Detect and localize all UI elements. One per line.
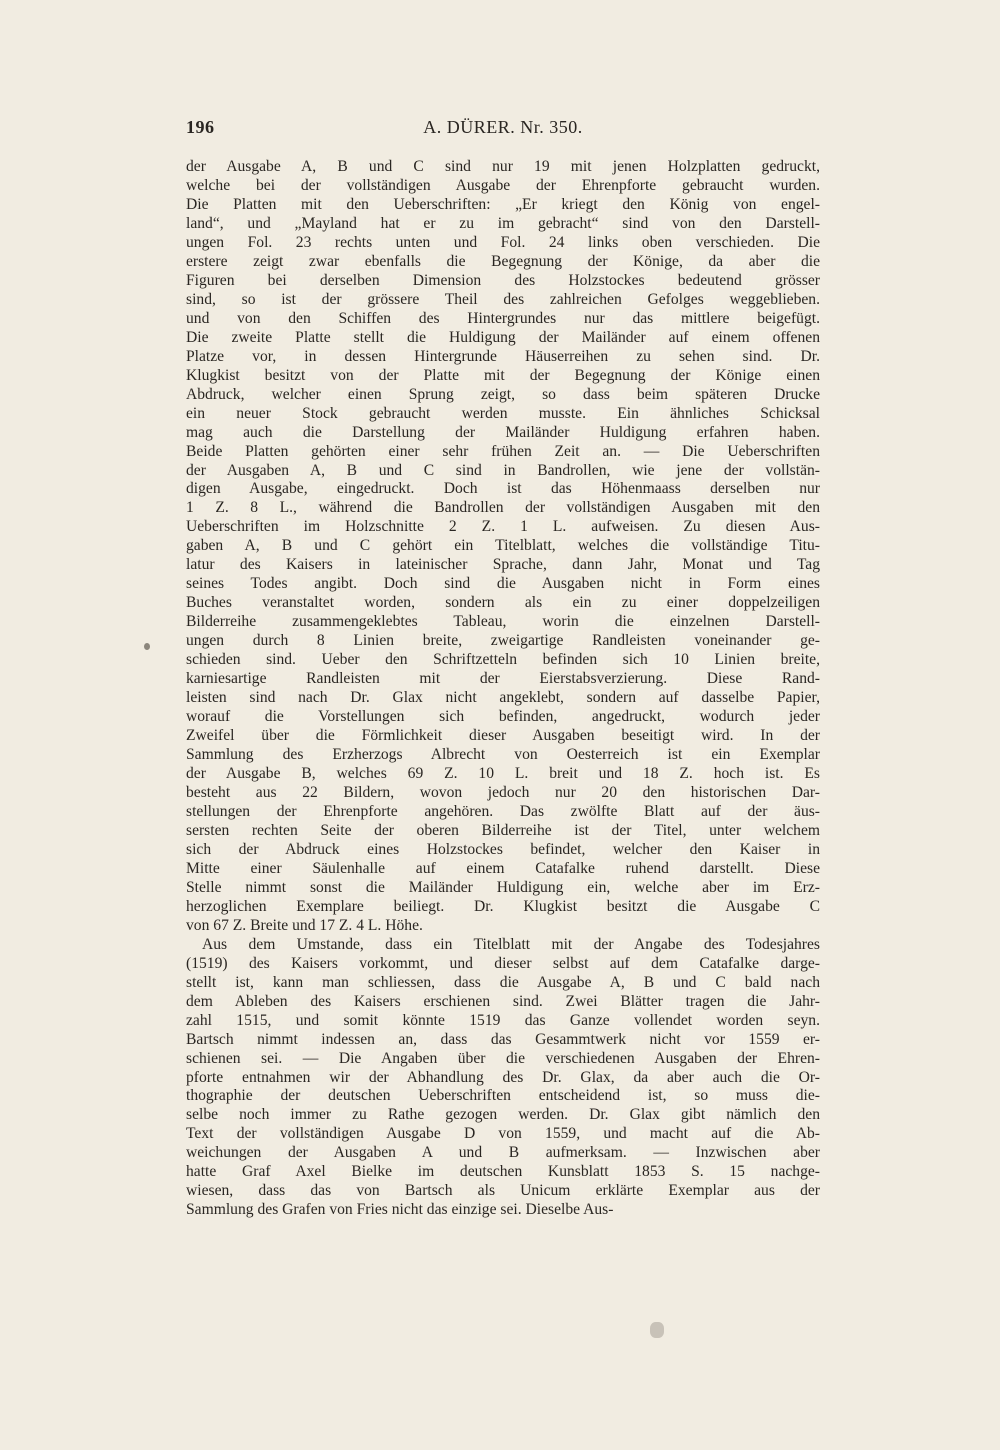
text-line: Text der vollständigen Ausgabe D von 1559, und macht auf die Ab-: [186, 1125, 820, 1143]
text-line: selbe noch immer zu Rathe gezogen werden. Dr. Glax gibt nämlich den: [186, 1106, 820, 1124]
text-line: stellungen der Ehrenpforte angehören. Das zwölfte Blatt auf der äus-: [186, 802, 820, 820]
margin-mark: [144, 643, 150, 650]
text-line: Sammlung des Erzherzogs Albrecht von Oesterreich ist ein Exemplar: [186, 746, 820, 764]
text-line: digen Ausgabe, eingedruckt. Doch ist das Höhenmaass derselben nur: [186, 480, 820, 498]
text-line: herzoglichen Exemplare beiliegt. Dr. Klugkist besitzt die Ausgabe C: [186, 897, 820, 915]
text-line: Aus dem Umstande, dass ein Titelblatt mit der Angabe des Todesjahres: [202, 935, 820, 953]
text-line: Buches veranstaltet worden, sondern als ein zu einer doppelzeiligen: [186, 594, 820, 612]
body-text: [186, 158, 820, 1220]
text-line: thographie der deutschen Ueberschriften entscheidend ist, so muss die-: [186, 1087, 820, 1105]
text-line: sersten rechten Seite der oberen Bilderreihe ist der Titel, unter welchem: [186, 821, 820, 839]
text-line: welche bei der vollständigen Ausgabe der Ehrenpforte gebraucht wurden.: [186, 176, 820, 194]
text-line: wiesen, dass das von Bartsch als Unicum erklärte Exemplar aus der: [186, 1182, 820, 1200]
text-line: worauf die Vorstellungen sich befinden, angedruckt, wodurch jeder: [186, 708, 820, 726]
text-line: Platze vor, in dessen Hintergrunde Häuserreihen zu sehen sind. Dr.: [186, 347, 820, 365]
text-line: Die Platten mit den Ueberschriften: „Er kriegt den König von engel-: [186, 195, 820, 213]
page-number: 196: [186, 117, 215, 137]
text-line: karniesartige Randleisten mit der Eierstabsverzierung. Diese Rand-: [186, 670, 820, 688]
page-header: [186, 117, 820, 141]
text-line: Klugkist besitzt von der Platte mit der Begegnung der Könige einen: [186, 366, 820, 384]
text-line: Zweifel über die Förmlichkeit dieser Ausgaben beseitigt wird. In der: [186, 727, 820, 745]
text-line: ungen durch 8 Linien breite, zweigartige Randleisten voneinander ge-: [186, 632, 820, 650]
text-line: leisten sind nach Dr. Glax nicht angeklebt, sondern auf dasselbe Papier,: [186, 689, 820, 707]
text-line: Bartsch nimmt indessen an, dass das Gesammtwerk nicht vor 1559 er-: [186, 1030, 820, 1048]
text-line: stellt ist, kann man schliessen, dass die Ausgabe A, B und C bald nach: [186, 973, 820, 991]
text-line: Mitte einer Säulenhalle auf einem Catafalke ruhend darstellt. Diese: [186, 859, 820, 877]
text-line: schienen sei. — Die Angaben über die verschiedenen Ausgaben der Ehren-: [186, 1049, 820, 1067]
text-line: sich der Abdruck eines Holzstockes befindet, welcher den Kaiser in: [186, 840, 820, 858]
text-line: weichungen der Ausgaben A und B aufmerksam. — Inzwischen aber: [186, 1144, 820, 1162]
text-line: schieden sind. Ueber den Schriftzetteln befinden sich 10 Linien breite,: [186, 651, 820, 669]
text-line: (1519) des Kaisers vorkommt, und dieser selbst auf dem Catafalke darge-: [186, 954, 820, 972]
text-line: erstere zeigt zwar ebenfalls die Begegnung der Könige, da aber die: [186, 252, 820, 270]
running-head: A. DÜRER. Nr. 350.: [423, 117, 583, 137]
text-line: zahl 1515, und somit könnte 1519 das Ganze vollendet worden seyn.: [186, 1011, 820, 1029]
text-line: der Ausgaben A, B und C sind in Bandrollen, wie jene der vollstän-: [186, 461, 820, 479]
text-line: seines Todes angibt. Doch sind die Ausgaben nicht in Form eines: [186, 575, 820, 593]
text-line: Stelle nimmt sonst die Mailänder Huldigung ein, welche aber im Erz-: [186, 878, 820, 896]
text-line: latur des Kaisers in lateinischer Sprache, dann Jahr, Monat und Tag: [186, 556, 820, 574]
text-line: Abdruck, welcher einen Sprung zeigt, so dass beim späteren Drucke: [186, 385, 820, 403]
text-line: Sammlung des Grafen von Fries nicht das einzige sei. Dieselbe Aus-: [186, 1201, 614, 1219]
text-line: Beide Platten gehörten einer sehr frühen Zeit an. — Die Ueberschriften: [186, 442, 820, 460]
text-line: dem Ableben des Kaisers erschienen sind. Zwei Blätter tragen die Jahr-: [186, 992, 820, 1010]
text-line: und von den Schiffen des Hintergrundes nur das mittlere beigefügt.: [186, 309, 820, 327]
text-line: der Ausgabe A, B und C sind nur 19 mit jenen Holzplatten gedruckt,: [186, 158, 820, 175]
text-line: hatte Graf Axel Bielke im deutschen Kunsblatt 1853 S. 15 nachge-: [186, 1163, 820, 1181]
text-line: Ueberschriften im Holzschnitte 2 Z. 1 L. aufweisen. Zu diesen Aus-: [186, 518, 820, 536]
text-line: Figuren bei derselben Dimension des Holzstockes bedeutend grösser: [186, 271, 820, 289]
text-line: land“, und „Mayland hat er zu im gebracht“ sind von den Darstell-: [186, 214, 820, 232]
text-line: Die zweite Platte stellt die Huldigung der Mailänder auf einem offenen: [186, 328, 820, 346]
text-line: besteht aus 22 Bildern, wovon jedoch nur 20 den historischen Dar-: [186, 783, 820, 801]
page-smudge: [650, 1322, 664, 1338]
text-line: gaben A, B und C gehört ein Titelblatt, welches die vollständige Titu-: [186, 537, 820, 555]
text-line: Bilderreihe zusammengeklebtes Tableau, worin die einzelnen Darstell-: [186, 613, 820, 631]
text-line: 1 Z. 8 L., während die Bandrollen der vollständigen Ausgaben mit den: [186, 499, 820, 517]
text-line: der Ausgabe B, welches 69 Z. 10 L. breit und 18 Z. hoch ist. Es: [186, 765, 820, 782]
text-line: ungen Fol. 23 rechts unten und Fol. 24 links oben verschieden. Die: [186, 233, 820, 251]
text-line: ein neuer Stock gebraucht werden musste. Ein ähnliches Schicksal: [186, 404, 820, 422]
text-line: von 67 Z. Breite und 17 Z. 4 L. Höhe.: [186, 916, 423, 934]
text-line: mag auch die Darstellung der Mailänder Huldigung erfahren haben.: [186, 423, 820, 441]
text-line: pforte entnahmen wir der Abhandlung des Dr. Glax, da aber auch die Or-: [186, 1068, 820, 1086]
text-line: sind, so ist der grössere Theil des zahlreichen Gefolges weggeblieben.: [186, 290, 820, 308]
